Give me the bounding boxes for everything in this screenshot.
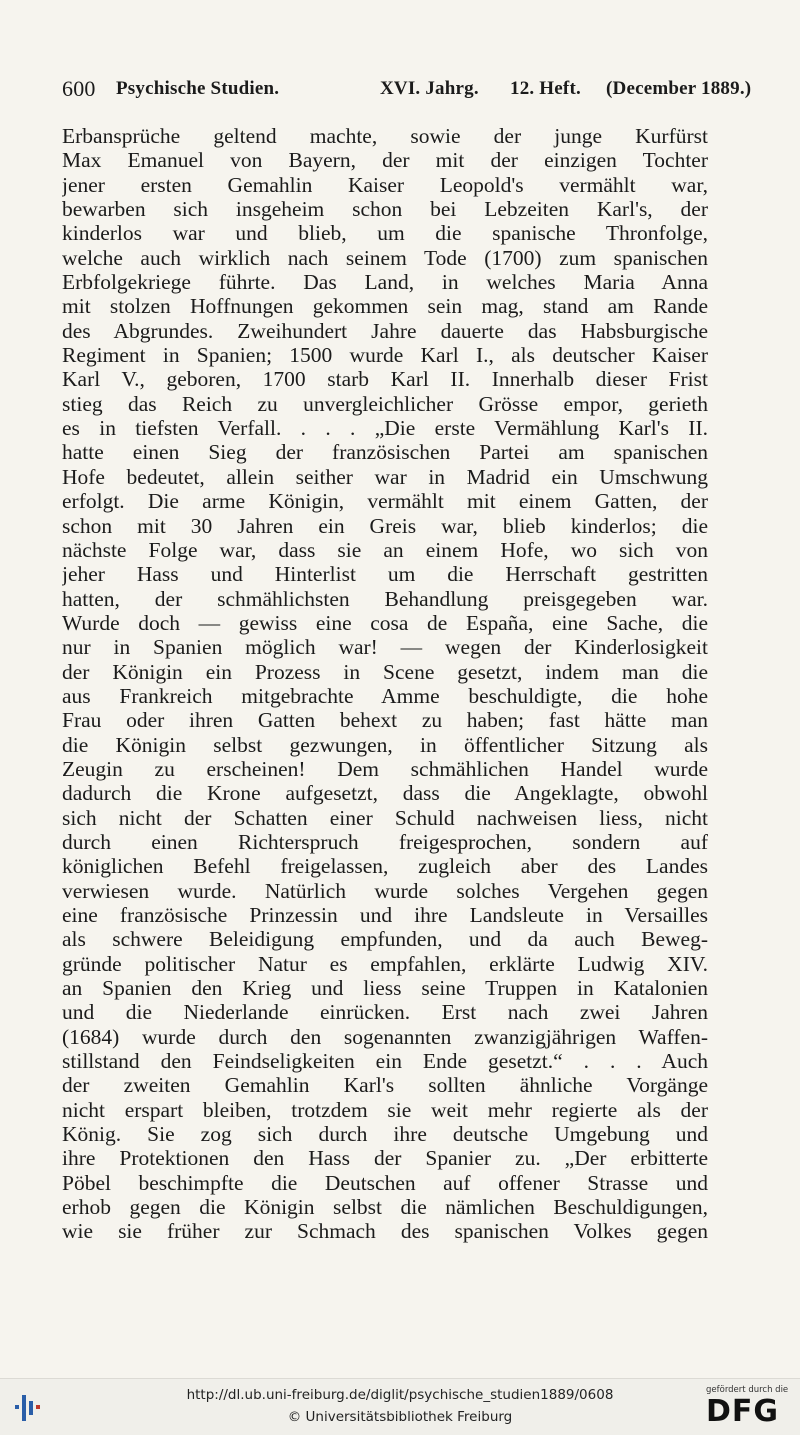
- text-line: schon mit 30 Jahren ein Greis war, blieb kinderlos; die: [62, 513, 708, 538]
- copyright-notice: © Universitätsbibliothek Freiburg: [287, 1409, 513, 1425]
- text-line: der zweiten Gemahlin Karl's sollten ähnliche Vorgänge: [62, 1073, 708, 1098]
- text-line: jener ersten Gemahlin Kaiser Leopold's vermählt war,: [62, 172, 708, 197]
- text-line: kinderlos war und blieb, um die spanische Thronfolge,: [62, 221, 708, 246]
- text-line: erfolgt. Die arme Königin, vermählt mit einem Gatten, der: [62, 489, 708, 514]
- text-line: eine französische Prinzessin und ihre Landsleute in Versailles: [62, 903, 708, 927]
- text-line: welche auch wirklich nach seinem Tode (1700) zum spanischen: [62, 245, 708, 270]
- text-line: Karl V., geboren, 1700 starb Karl II. Innerhalb dieser Frist: [62, 367, 708, 392]
- issue-date: (December 1889.): [606, 78, 752, 99]
- text-line: ihre Protektionen den Hass der Spanier zu. „Der erbitterte: [62, 1146, 708, 1171]
- text-line: dadurch die Krone aufgesetzt, dass die Angeklagte, obwohl: [62, 781, 708, 806]
- text-line: des Abgrundes. Zweihundert Jahre dauerte das Habsburgische: [62, 318, 708, 343]
- text-line: gründe politischer Natur es empfahlen, erklärte Ludwig XIV.: [62, 951, 708, 976]
- text-line: erhob gegen die Königin selbst die nämlichen Beschuldigungen,: [62, 1195, 708, 1220]
- text-line: Erbfolgekriege führte. Das Land, in welches Maria Anna: [62, 270, 708, 295]
- journal-title: Psychische Studien.: [116, 78, 280, 99]
- text-line: stillstand den Feindseligkeiten ein Ende gesetzt.“ . . . Auch: [62, 1049, 708, 1074]
- text-line: König. Sie zog sich durch ihre deutsche Umgebung und: [62, 1122, 708, 1147]
- text-line: (1684) wurde durch den sogenannten zwanzigjährigen Waffen-: [62, 1024, 708, 1049]
- text-line: die Königin selbst gezwungen, in öffentlicher Sitzung als: [62, 732, 708, 757]
- text-line: Zeugin zu erscheinen! Dem schmählichen Handel wurde: [62, 756, 708, 781]
- text-line: Frau oder ihren Gatten behext zu haben; fast hätte man: [62, 708, 708, 733]
- dfg-caption: gefördert durch die: [706, 1385, 789, 1395]
- body-text: [62, 124, 708, 1244]
- text-line: Max Emanuel von Bayern, der mit der einzigen Tochter: [62, 148, 708, 173]
- text-line: königlichen Befehl freigelassen, zugleich aber des Landes: [62, 854, 708, 879]
- text-line: und die Niederlande einrücken. Erst nach zwei Jahren: [62, 1000, 708, 1025]
- text-line: jeher Hass und Hinterlist um die Herrschaft gestritten: [62, 562, 708, 587]
- text-line: der Königin ein Prozess in Scene gesetzt, indem man die: [62, 659, 708, 684]
- text-line: durch einen Richterspruch freigesprochen, sondern auf: [62, 829, 708, 854]
- text-line: es in tiefsten Verfall. . . . „Die erste Vermählung Karl's II.: [62, 416, 708, 441]
- text-line: Erbansprüche geltend machte, sowie der junge Kurfürst: [62, 124, 708, 148]
- text-line: hatte einen Sieg der französischen Partei am spanischen: [62, 440, 708, 465]
- text-line: Wurde doch — gewiss eine cosa de España, eine Sache, die: [62, 610, 708, 635]
- issue-label: 12. Heft.: [510, 78, 581, 99]
- text-line: stieg das Reich zu unvergleichlicher Grösse empor, gerieth: [62, 391, 708, 416]
- text-line: sich nicht der Schatten einer Schuld nachweisen liess, nicht: [62, 805, 708, 830]
- page-number: 600: [62, 76, 96, 101]
- text-line: wie sie früher zur Schmach des spanischen Volkes gegen: [62, 1219, 708, 1244]
- text-line: nächste Folge war, dass sie an einem Hofe, wo sich von: [62, 537, 708, 562]
- text-line: Pöbel beschimpfte die Deutschen auf offener Strasse und: [62, 1170, 708, 1195]
- permalink-url[interactable]: http://dl.ub.uni-freiburg.de/diglit/psychische_studien1889/0608: [186, 1387, 614, 1403]
- text-line: Hofe bedeutet, allein seither war in Madrid ein Umschwung: [62, 464, 708, 489]
- text-line: bewarben sich insgeheim schon bei Lebzeiten Karl's, der: [62, 197, 708, 222]
- text-line: Regiment in Spanien; 1500 wurde Karl I., als deutscher Kaiser: [62, 343, 708, 368]
- text-line: aus Frankreich mitgebrachte Amme beschuldigte, die hohe: [62, 683, 708, 708]
- running-header: [62, 76, 752, 106]
- text-line: hatten, der schmählichsten Behandlung preisgegeben war.: [62, 586, 708, 611]
- viewer-footer: [0, 1378, 800, 1435]
- text-line: nicht erspart bleiben, trotzdem sie weit mehr regierte als der: [62, 1097, 708, 1122]
- text-line: nur in Spanien möglich war! — wegen der Kinderlosigkeit: [62, 635, 708, 660]
- volume-label: XVI. Jahrg.: [380, 78, 479, 99]
- text-line: verwiesen wurde. Natürlich wurde solches Vergehen gegen: [62, 878, 708, 903]
- dfg-logo[interactable]: DFG: [706, 1394, 780, 1429]
- text-line: mit stolzen Hoffnungen gekommen sein mag, stand am Rande: [62, 294, 708, 319]
- text-line: an Spanien den Krieg und liess seine Truppen in Katalonien: [62, 976, 708, 1001]
- text-line: als schwere Beleidigung empfunden, und da auch Beweg-: [62, 927, 708, 952]
